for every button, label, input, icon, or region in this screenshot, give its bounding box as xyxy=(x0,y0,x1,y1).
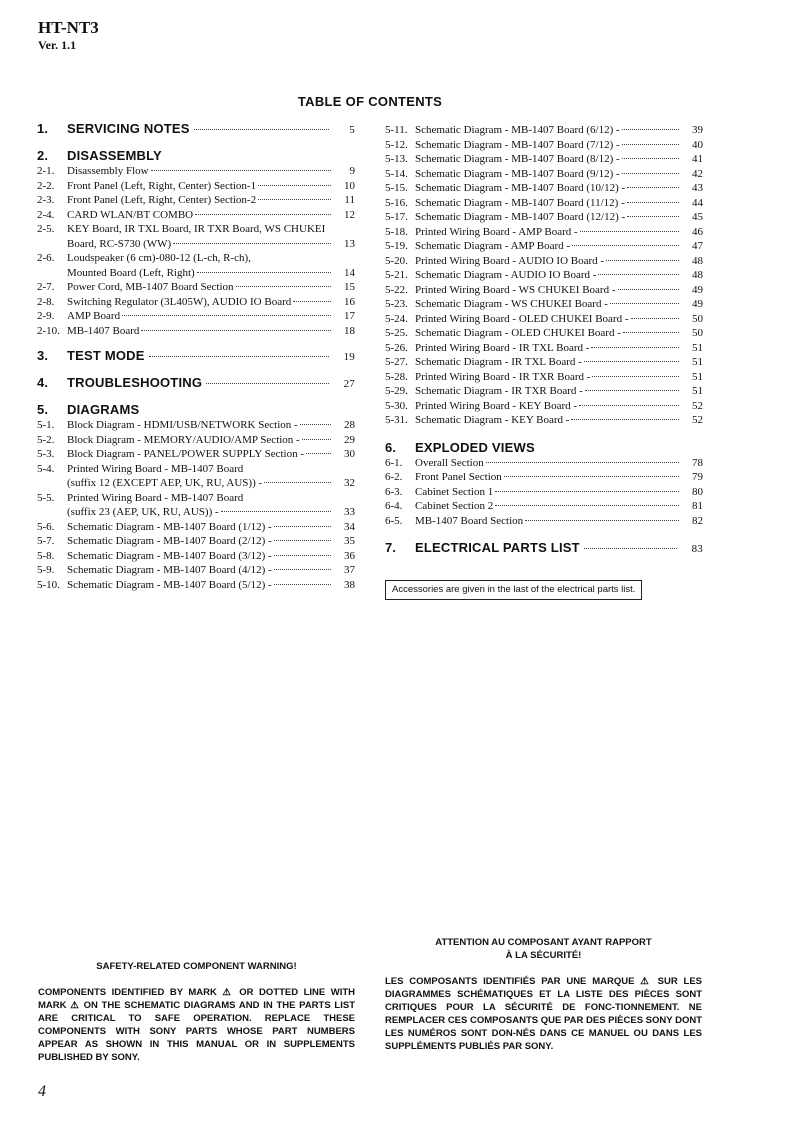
dot-leader xyxy=(622,158,679,159)
entry-title: Schematic Diagram - MB-1407 Board (3/12) - xyxy=(67,549,272,562)
dot-leader xyxy=(194,129,329,130)
toc-section-parts-list[interactable] xyxy=(385,540,703,555)
entry-page: 82 xyxy=(692,514,703,527)
entry-number: 5-5. xyxy=(37,491,55,504)
dot-leader xyxy=(306,453,331,454)
dot-leader xyxy=(606,260,679,261)
entry-number: 5-3. xyxy=(37,448,55,460)
dot-leader xyxy=(274,569,331,570)
dot-leader xyxy=(584,548,677,549)
toc-entry[interactable] xyxy=(37,280,355,295)
toc-entry[interactable] xyxy=(385,341,703,356)
entry-number: 2-4. xyxy=(37,208,55,221)
entry-title: Disassembly Flow xyxy=(67,165,149,177)
entry-title: Printed Wiring Board - AMP Board - xyxy=(415,225,578,238)
dot-leader xyxy=(122,315,331,316)
dot-leader xyxy=(525,520,679,521)
section-title: EXPLODED VIEWS xyxy=(415,439,535,455)
toc-section-troubleshooting[interactable] xyxy=(37,375,355,390)
entry-page: 44 xyxy=(692,196,703,209)
toc-entry[interactable] xyxy=(37,578,355,593)
entry-number: 5-18. xyxy=(385,225,408,238)
safety-warning-title-fr xyxy=(385,936,702,962)
entry-number: 2-10. xyxy=(37,324,60,337)
dot-leader xyxy=(627,187,679,188)
entry-number: 2-5. xyxy=(37,223,55,235)
section-title: TROUBLESHOOTING xyxy=(67,375,203,390)
entry-page: 13 xyxy=(344,237,355,250)
entry-number: 5-19. xyxy=(385,240,408,252)
dot-leader xyxy=(572,245,679,246)
toc-entry[interactable] xyxy=(37,164,355,179)
dot-leader xyxy=(627,202,679,203)
entry-number: 2-7. xyxy=(37,281,55,293)
entry-title: Front Panel (Left, Right, Center) Section-1 xyxy=(67,179,257,192)
toc-entry[interactable] xyxy=(385,196,703,211)
entry-title: Schematic Diagram - KEY Board - xyxy=(415,414,570,426)
entry-page: 41 xyxy=(692,153,703,165)
dot-leader xyxy=(610,303,679,304)
toc-entry[interactable] xyxy=(37,309,355,324)
section-page: 19 xyxy=(343,351,355,363)
model-name: HT-NT3 xyxy=(38,18,99,37)
toc-section-test-mode[interactable] xyxy=(37,348,355,363)
entry-page: 35 xyxy=(344,535,355,547)
dot-leader xyxy=(293,301,331,302)
entry-title: Schematic Diagram - MB-1407 Board (5/12) - xyxy=(67,578,272,591)
entry-title: Printed Wiring Board - OLED CHUKEI Board - xyxy=(415,312,629,325)
dot-leader xyxy=(221,511,331,512)
entry-number: 5-6. xyxy=(37,520,55,533)
dot-leader xyxy=(173,243,331,244)
toc-entry[interactable] xyxy=(37,433,355,448)
toc-title: TABLE OF CONTENTS xyxy=(297,94,443,109)
entry-number: 5-22. xyxy=(385,283,408,296)
entry-number: 5-15. xyxy=(385,182,408,194)
section-page: 5 xyxy=(349,124,355,136)
entry-number: 6-4. xyxy=(385,500,403,512)
entry-page: 43 xyxy=(692,182,703,194)
dot-leader xyxy=(149,356,329,357)
toc-entry[interactable] xyxy=(37,534,355,549)
dot-leader xyxy=(258,185,331,186)
entry-number: 6-1. xyxy=(385,456,403,469)
entry-page: 14 xyxy=(344,266,355,279)
entry-page: 34 xyxy=(344,520,355,533)
dot-leader xyxy=(571,419,679,420)
entry-title: Printed Wiring Board - KEY Board - xyxy=(415,399,578,412)
toc-entry[interactable] xyxy=(385,456,703,471)
toc-entry[interactable] xyxy=(385,370,703,385)
entry-page: 47 xyxy=(692,240,703,252)
entry-title: Front Panel (Left, Right, Center) Section-2 xyxy=(67,194,257,206)
dot-leader xyxy=(504,476,679,477)
exploded-list xyxy=(385,456,703,529)
section-page: 83 xyxy=(691,543,703,555)
entry-page: 17 xyxy=(344,310,355,322)
entry-page: 30 xyxy=(344,448,355,460)
entry-page: 12 xyxy=(344,208,355,221)
entry-number: 2-9. xyxy=(37,310,55,322)
section-title: TEST MODE xyxy=(67,348,145,363)
entry-title: Cabinet Section 2 xyxy=(415,500,494,512)
entry-page: 52 xyxy=(692,414,703,426)
entry-title: Schematic Diagram - MB-1407 Board (9/12) - xyxy=(415,167,620,180)
entry-page: 49 xyxy=(692,298,703,310)
entry-number: 2-2. xyxy=(37,179,55,192)
entry-title: Loudspeaker (6 cm)-080-12 (L-ch, R-ch), xyxy=(67,252,251,264)
dot-leader xyxy=(579,405,679,406)
toc-section-servicing[interactable] xyxy=(37,121,355,136)
entry-page: 50 xyxy=(692,312,703,325)
dot-leader xyxy=(151,170,331,171)
entry-page: 51 xyxy=(692,385,703,397)
entry-title: Power Cord, MB-1407 Board Section xyxy=(67,281,234,293)
entry-page: 50 xyxy=(692,327,703,339)
entry-page: 10 xyxy=(344,179,355,192)
toc-left-column xyxy=(37,121,355,592)
entry-page: 29 xyxy=(344,433,355,446)
toc-entry[interactable] xyxy=(37,462,355,477)
entry-number: 5-17. xyxy=(385,211,408,223)
entry-number: 5-11. xyxy=(385,124,408,136)
safety-warning-body-fr: LES COMPOSANTS IDENTIFIÉS PAR UNE MARQUE ⚠ SUR LES DIAGRAMMES SCHÉMATIQUES ET LA LISTE DES PIÈCES SONT CRITIQUES POUR LA SÉCURITÉ DE FONC-TIONNEMENT. NE REMPLACER CES COMPOSANTS QUE PAR DES PIÈCES SONY DONT LES NUMÉROS SONT DON-NÉS DANS CE MANUEL OU DANS LES SUPPLÉMENTS PUBLIÉS PAR SONY. xyxy=(385,976,702,1052)
entry-title: Schematic Diagram - MB-1407 Board (10/12) - xyxy=(415,182,626,194)
toc-entry-continuation[interactable] xyxy=(37,505,355,520)
entry-page: 40 xyxy=(692,138,703,151)
section-title: DISASSEMBLY xyxy=(67,148,162,163)
entry-title: Schematic Diagram - MB-1407 Board (1/12) - xyxy=(67,520,272,533)
entry-title: Schematic Diagram - MB-1407 Board (12/12) - xyxy=(415,211,626,223)
entry-number: 5-7. xyxy=(37,535,55,547)
toc-entry[interactable] xyxy=(385,470,703,485)
dot-leader xyxy=(495,505,679,506)
toc-entry-continuation[interactable] xyxy=(37,237,355,252)
toc-section-exploded[interactable] xyxy=(385,440,703,455)
toc-entry[interactable] xyxy=(385,138,703,153)
toc-entry[interactable] xyxy=(385,123,703,138)
toc-entry[interactable] xyxy=(385,210,703,225)
safety-warning-title: SAFETY-RELATED COMPONENT WARNING! xyxy=(96,961,297,972)
toc-entry[interactable] xyxy=(385,181,703,196)
toc-entry[interactable] xyxy=(385,413,703,428)
dot-leader xyxy=(197,272,331,273)
entry-number: 5-9. xyxy=(37,564,55,576)
dot-leader xyxy=(274,526,331,527)
toc-entry[interactable] xyxy=(385,283,703,298)
toc-entry-continuation[interactable] xyxy=(37,266,355,281)
entry-page: 51 xyxy=(692,341,703,354)
entry-number: 5-25. xyxy=(385,327,408,339)
dot-leader xyxy=(585,390,679,391)
section-title: ELECTRICAL PARTS LIST xyxy=(415,540,580,555)
dot-leader xyxy=(274,555,331,556)
entry-number: 5-31. xyxy=(385,414,408,426)
toc-section-disassembly[interactable] xyxy=(37,148,355,163)
toc-entry[interactable] xyxy=(37,563,355,578)
entry-title: Switching Regulator (3L405W), AUDIO IO Board xyxy=(67,295,292,308)
entry-title: Schematic Diagram - MB-1407 Board (7/12) - xyxy=(415,138,620,151)
entry-page: 42 xyxy=(692,167,703,180)
entry-number: 5-27. xyxy=(385,356,408,368)
entry-title: Schematic Diagram - MB-1407 Board (2/12) - xyxy=(67,535,272,547)
entry-page: 45 xyxy=(692,211,703,223)
entry-number: 5-2. xyxy=(37,433,55,446)
dot-leader xyxy=(206,383,329,384)
dot-leader xyxy=(591,347,679,348)
entry-title: Cabinet Section 1 xyxy=(415,485,494,498)
entry-number: 5-23. xyxy=(385,298,408,310)
dot-leader xyxy=(486,462,679,463)
entry-number: 5-26. xyxy=(385,341,408,354)
diagram-list-right xyxy=(385,123,703,428)
entry-number: 5-24. xyxy=(385,312,408,325)
entry-title: Board, RC-S730 (WW) xyxy=(67,237,172,250)
entry-page: 32 xyxy=(344,477,355,489)
entry-number: 5-14. xyxy=(385,167,408,180)
toc-entry[interactable] xyxy=(37,324,355,339)
dot-leader xyxy=(631,318,679,319)
entry-number: 5-30. xyxy=(385,399,408,412)
toc-entry[interactable] xyxy=(385,152,703,167)
entry-title: (suffix 23 (AEP, UK, RU, AUS)) - xyxy=(67,506,219,518)
toc-section-diagrams[interactable] xyxy=(37,402,355,417)
dot-leader xyxy=(264,482,331,483)
entry-title: Printed Wiring Board - MB-1407 Board xyxy=(67,462,244,475)
section-number: 2. xyxy=(37,148,49,163)
entry-page: 78 xyxy=(692,456,703,469)
toc-entry[interactable] xyxy=(385,399,703,414)
entry-title: MB-1407 Board Section xyxy=(415,514,524,527)
section-number: 3. xyxy=(37,348,49,363)
section-number: 6. xyxy=(385,439,397,455)
entry-title: AMP Board xyxy=(67,310,121,322)
dot-leader xyxy=(141,330,331,331)
entry-number: 2-3. xyxy=(37,194,55,206)
entry-title: Printed Wiring Board - WS CHUKEI Board - xyxy=(415,283,616,296)
dot-leader xyxy=(592,376,679,377)
entry-page: 18 xyxy=(344,324,355,337)
entry-title: Schematic Diagram - MB-1407 Board (8/12) - xyxy=(415,153,620,165)
dot-leader xyxy=(302,439,331,440)
warning-title-line: À LA SÉCURITÉ! xyxy=(505,950,582,961)
safety-warning-body: COMPONENTS IDENTIFIED BY MARK ⚠ OR DOTTED LINE WITH MARK ⚠ ON THE SCHEMATIC DIAGRAMS AND IN THE PARTS LIST ARE CRITICAL TO SAFE OPERATION. REPLACE THESE COMPONENTS WITH SONY PARTS WHOSE PART NUMBERS APPEAR AS SHOWN IN THIS MANUAL OR IN SUPPLEMENTS PUBLISHED BY SONY. xyxy=(38,987,355,1063)
entry-page: 16 xyxy=(344,295,355,308)
entry-number: 5-4. xyxy=(37,462,55,475)
entry-page: 39 xyxy=(692,124,703,136)
toc-entry[interactable] xyxy=(37,208,355,223)
toc-entry-continuation[interactable] xyxy=(37,476,355,491)
entry-page: 37 xyxy=(344,564,355,576)
entry-title: Schematic Diagram - OLED CHUKEI Board - xyxy=(415,327,621,339)
entry-title: Mounted Board (Left, Right) xyxy=(67,266,195,279)
entry-page: 11 xyxy=(344,194,355,206)
entry-title: MB-1407 Board xyxy=(67,324,140,337)
entry-number: 6-5. xyxy=(385,514,403,527)
entry-page: 52 xyxy=(692,399,703,412)
entry-page: 49 xyxy=(692,283,703,296)
toc-entry[interactable] xyxy=(37,418,355,433)
version-label: Ver. 1.1 xyxy=(38,38,77,52)
entry-page: 51 xyxy=(692,370,703,383)
toc-entry[interactable] xyxy=(37,193,355,208)
entry-number: 5-8. xyxy=(37,549,55,562)
entry-title: Schematic Diagram - IR TXL Board - xyxy=(415,356,582,368)
dot-leader xyxy=(623,332,679,333)
toc-entry[interactable] xyxy=(385,268,703,283)
toc-entry[interactable] xyxy=(385,499,703,514)
toc-entry[interactable] xyxy=(37,179,355,194)
toc-entry[interactable] xyxy=(385,167,703,182)
dot-leader xyxy=(195,214,331,215)
dot-leader xyxy=(258,199,331,200)
entry-page: 46 xyxy=(692,225,703,238)
toc-entry[interactable] xyxy=(385,485,703,500)
entry-number: 2-8. xyxy=(37,295,55,308)
section-page: 27 xyxy=(343,378,355,390)
entry-title: Printed Wiring Board - AUDIO IO Board - xyxy=(415,254,605,267)
dot-leader xyxy=(236,286,331,287)
entry-title: Printed Wiring Board - MB-1407 Board xyxy=(67,491,244,504)
entry-title: CARD WLAN/BT COMBO xyxy=(67,208,194,221)
toc-entry[interactable] xyxy=(385,297,703,312)
entry-page: 48 xyxy=(692,269,703,281)
toc-entry[interactable] xyxy=(385,312,703,327)
entry-number: 5-29. xyxy=(385,385,408,397)
dot-leader xyxy=(274,584,331,585)
entry-page: 15 xyxy=(344,281,355,293)
dot-leader xyxy=(622,129,679,130)
entry-title: Block Diagram - MEMORY/AUDIO/AMP Section - xyxy=(67,433,300,446)
dot-leader xyxy=(580,231,679,232)
entry-number: 5-20. xyxy=(385,254,408,267)
toc-entry[interactable] xyxy=(37,222,355,237)
entry-title: Schematic Diagram - AUDIO IO Board - xyxy=(415,269,597,281)
dot-leader xyxy=(495,491,679,492)
entry-title: Schematic Diagram - IR TXR Board - xyxy=(415,385,583,397)
entry-title: KEY Board, IR TXL Board, IR TXR Board, WS CHUKEI xyxy=(67,223,326,235)
entry-page: 51 xyxy=(692,356,703,368)
dot-leader xyxy=(584,361,679,362)
dot-leader xyxy=(622,144,679,145)
section-number: 7. xyxy=(385,540,397,555)
toc-right-column xyxy=(385,123,703,567)
entry-title: Block Diagram - HDMI/USB/NETWORK Section - xyxy=(67,419,298,431)
dot-leader xyxy=(618,289,680,290)
toc-entry[interactable] xyxy=(385,225,703,240)
entry-page: 28 xyxy=(344,419,355,431)
section-title: SERVICING NOTES xyxy=(67,121,190,136)
entry-number: 6-3. xyxy=(385,485,403,498)
dot-leader xyxy=(622,173,679,174)
entry-page: 38 xyxy=(344,578,355,591)
toc-entry[interactable] xyxy=(37,520,355,535)
entry-number: 5-13. xyxy=(385,153,408,165)
section-number: 5. xyxy=(37,402,49,417)
entry-title: Block Diagram - PANEL/POWER SUPPLY Section - xyxy=(67,448,305,460)
entry-number: 2-6. xyxy=(37,252,55,264)
warning-title-line: ATTENTION AU COMPOSANT AYANT RAPPORT xyxy=(435,937,652,948)
toc-entry[interactable] xyxy=(37,295,355,310)
entry-title: Overall Section xyxy=(415,456,484,469)
entry-number: 5-21. xyxy=(385,269,408,281)
entry-title: Front Panel Section xyxy=(415,471,502,483)
entry-number: 5-28. xyxy=(385,370,408,383)
toc-entry[interactable] xyxy=(385,239,703,254)
dot-leader xyxy=(300,424,331,425)
entry-page: 9 xyxy=(349,165,355,177)
toc-entry[interactable] xyxy=(385,355,703,370)
toc-entry[interactable] xyxy=(385,254,703,269)
entry-title: Schematic Diagram - MB-1407 Board (4/12) - xyxy=(67,564,272,576)
diagram-list-left xyxy=(37,418,355,592)
toc-entry[interactable] xyxy=(385,326,703,341)
toc-entry[interactable] xyxy=(37,447,355,462)
entry-title: Printed Wiring Board - IR TXR Board - xyxy=(415,370,591,383)
dot-leader xyxy=(627,216,679,217)
disassembly-list xyxy=(37,164,355,338)
entry-page: 36 xyxy=(344,549,355,562)
accessories-note: Accessories are given in the last of the electrical parts list. xyxy=(385,580,642,600)
page-number: 4 xyxy=(38,1083,46,1100)
entry-number: 5-16. xyxy=(385,196,408,209)
entry-number: 5-1. xyxy=(37,419,55,431)
entry-number: 5-10. xyxy=(37,578,60,591)
entry-page: 81 xyxy=(692,500,703,512)
dot-leader xyxy=(598,274,679,275)
entry-page: 33 xyxy=(344,506,355,518)
entry-title: Schematic Diagram - AMP Board - xyxy=(415,240,571,252)
entry-page: 79 xyxy=(692,471,703,483)
entry-page: 48 xyxy=(692,254,703,267)
entry-number: 2-1. xyxy=(37,165,55,177)
entry-title: Printed Wiring Board - IR TXL Board - xyxy=(415,341,590,354)
entry-title: Schematic Diagram - MB-1407 Board (6/12) - xyxy=(415,124,620,136)
entry-title: Schematic Diagram - WS CHUKEI Board - xyxy=(415,298,608,310)
toc-entry[interactable] xyxy=(385,384,703,399)
section-title: DIAGRAMS xyxy=(67,402,140,417)
entry-title: (suffix 12 (EXCEPT AEP, UK, RU, AUS)) - xyxy=(67,477,263,489)
entry-page: 80 xyxy=(692,485,703,498)
entry-number: 6-2. xyxy=(385,471,403,483)
toc-entry[interactable] xyxy=(37,251,355,266)
entry-title: Schematic Diagram - MB-1407 Board (11/12) - xyxy=(415,196,625,209)
toc-entry[interactable] xyxy=(385,514,703,529)
section-number: 4. xyxy=(37,375,49,390)
entry-number: 5-12. xyxy=(385,138,408,151)
toc-entry[interactable] xyxy=(37,491,355,506)
dot-leader xyxy=(274,540,331,541)
section-number: 1. xyxy=(37,121,49,136)
toc-entry[interactable] xyxy=(37,549,355,564)
